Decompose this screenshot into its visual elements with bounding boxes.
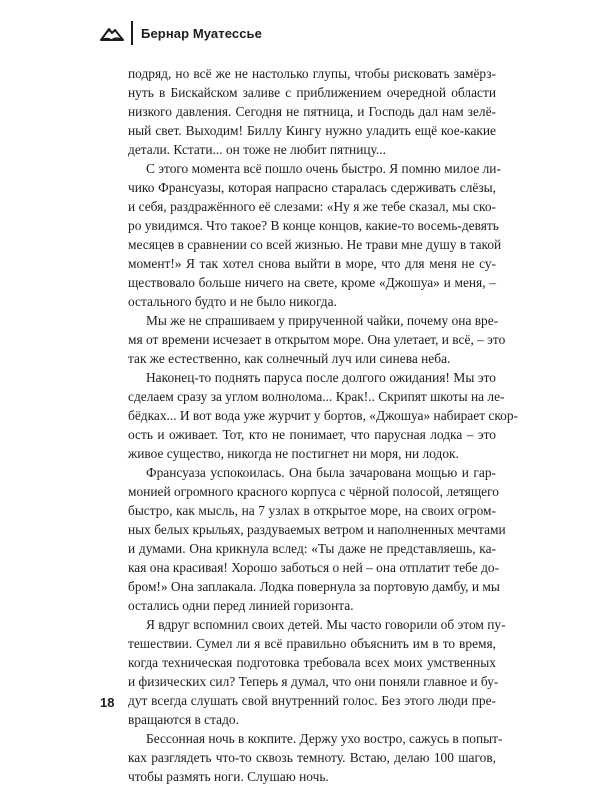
text-line: сделаем сразу за углом волнолома... Крак!.. Скрипят шкоты на ле- (128, 389, 505, 404)
paragraph (128, 463, 506, 615)
text-line: С этого момента всё пошло очень быстро. Я помню милое ли- (146, 161, 501, 176)
text-line: когда техническая подготовка требовала всех моих умственных (128, 655, 496, 670)
text-line: мя от времени исчезает в открытом море. Она улетает, и всё, – это (128, 332, 506, 347)
text-line: Наконец-то поднять паруса после долгого ожидания! Мы это (146, 370, 496, 385)
text-line: нуть в Бискайском заливе с приближением очередной области (128, 85, 496, 100)
text-line: ках разглядеть что-то сквозь темноту. Встаю, делаю 100 шагов, (128, 750, 496, 765)
text-line: Я вдруг вспомнил своих детей. Мы часто говорили об этом пу- (146, 617, 506, 632)
paragraph (128, 615, 506, 729)
text-line: бёдках... И вот вода уже журчит у бортов, «Джошуа» набирает скор- (128, 408, 519, 423)
text-line: дут всегда слушать свой внутренний голос. Без этого люди пре- (128, 693, 496, 708)
text-line: остались одни перед линией горизонта. (128, 598, 354, 613)
text-line: живое существо, никогда не постигнет ни моря, ни лодок. (128, 446, 459, 461)
text-line: ных белых крыльях, раздуваемых ветром и наполненных мечтами (128, 522, 506, 537)
body-text (128, 64, 519, 786)
text-line: подряд, но всё же не настолько глупы, чтобы рисковать замёрз- (128, 66, 496, 81)
page-number: 18 (100, 695, 115, 710)
text-line: кая она красивая! Хорошо заботься о ней – она отплатит тебе до- (128, 560, 500, 575)
text-line: ость и оживает. Тот, кто не понимает, что парусная лодка – это (128, 427, 496, 442)
paragraph (128, 64, 496, 159)
header-divider (131, 21, 133, 45)
text-line: низкого давления. Сегодня не пятница, и Господь дал нам зелё- (128, 104, 496, 119)
text-line: так же естественно, как солнечный луч или синева неба. (128, 351, 451, 366)
text-line: Бессонная ночь в кокпите. Держу ухо востро, сажусь в попыт- (146, 731, 503, 746)
text-line: Франсуаза успокоилась. Она была зачарована мощью и гар- (146, 465, 496, 480)
author-name: Бернар Муатессье (141, 25, 262, 41)
paragraph (128, 368, 519, 463)
mountain-logo-icon (100, 24, 124, 42)
text-line: и себя, раздражённого её слезами: «Ну я же тебе сказал, мы ско- (128, 199, 496, 214)
text-line: вращаются в стадо. (128, 712, 239, 727)
paragraph (128, 159, 502, 311)
text-line: чико Франсуазы, которая напрасно старалась сдерживать слёзы, (128, 180, 496, 195)
text-line: месяцев в сравнении со всей жизнью. Не трави мне душу в такой (128, 237, 502, 252)
text-line: ществовало больше ничего на свете, кроме «Джошуа» и меня, – (128, 275, 496, 290)
text-line: быстро, как мысль, на 7 узлах в открытое море, на своих огром- (128, 503, 496, 518)
text-line: ро увидимся. Что такое? В конце концов, какие-то восемь-девять (128, 218, 499, 233)
text-line: тешествии. Сумел ли я всё правильно объяснить им в то время, (128, 636, 496, 651)
text-line: и физических сил? Теперь я думал, что они поняли главное и бу- (128, 674, 499, 689)
text-line: ный свет. Выходим! Биллу Кингу нужно уладить ещё кое-какие (128, 123, 496, 138)
text-line: чтобы размять ноги. Слушаю ночь. (128, 769, 329, 784)
text-line: и думами. Она крикнула вслед: «Ты даже не представляешь, ка- (128, 541, 496, 556)
text-line: момент!» Я так хотел снова выйти в море, что для меня не су- (128, 256, 496, 271)
text-line: бром!» Она заплакала. Лодка повернула за портовую дамбу, и мы (128, 579, 500, 594)
paragraph (128, 729, 503, 786)
text-line: Мы же не спрашиваем у прирученной чайки, почему она вре- (146, 313, 499, 328)
text-line: остального будто и не было никогда. (128, 294, 337, 309)
text-line: монией огромного красного корпуса с чёрной полосой, летящего (128, 484, 499, 499)
running-header (100, 20, 262, 46)
text-line: детали. Кстати... он тоже не любит пятницу... (128, 142, 386, 157)
paragraph (128, 311, 506, 368)
